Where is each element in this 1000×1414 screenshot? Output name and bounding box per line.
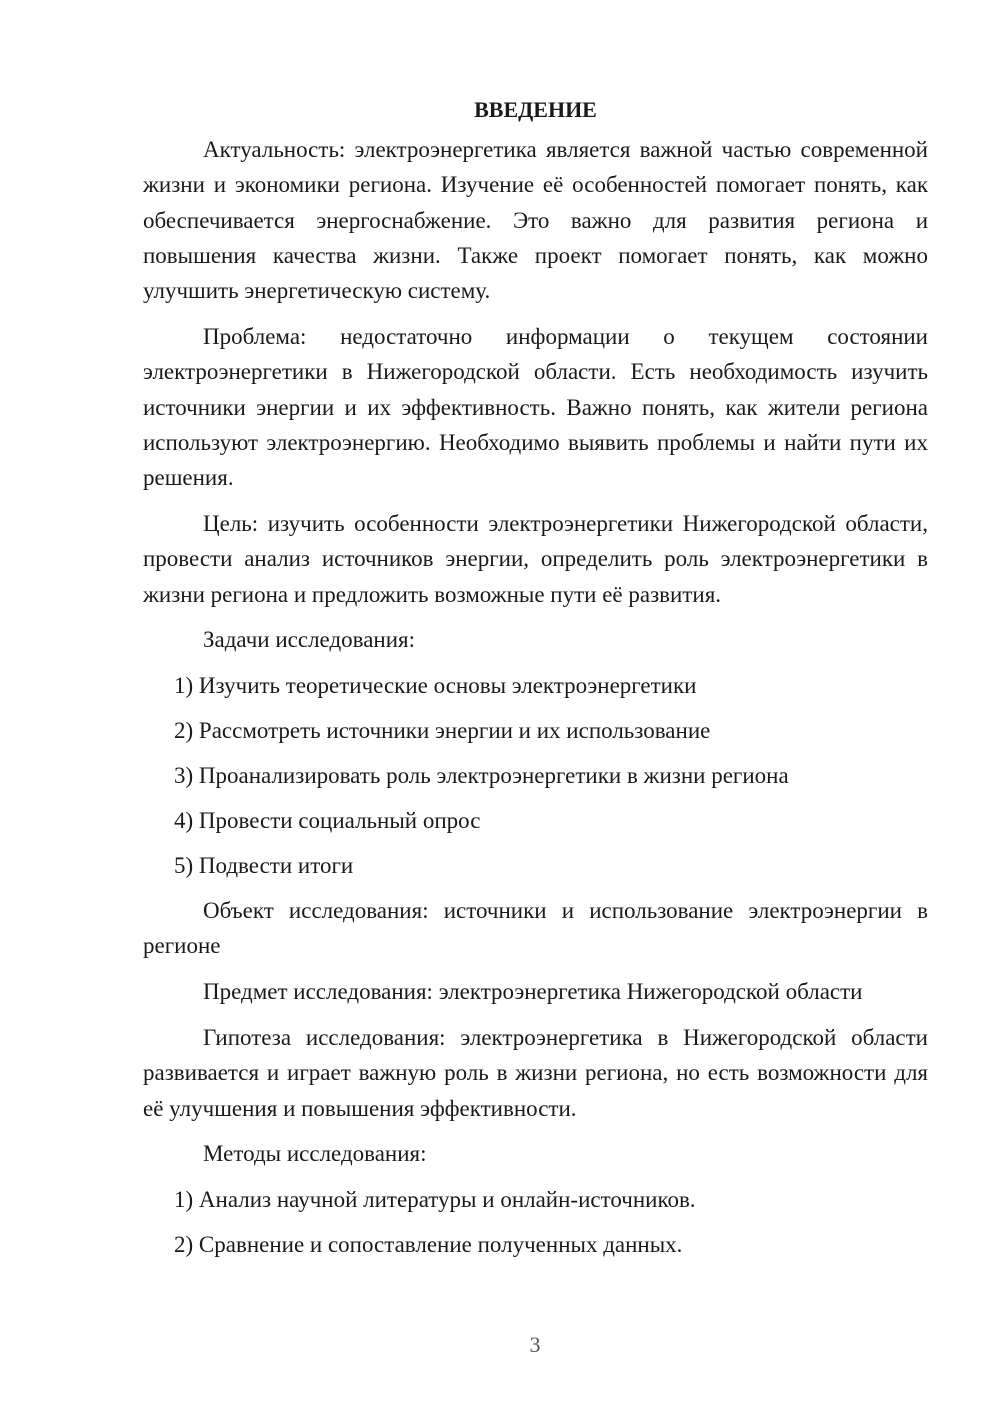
document-page	[143, 92, 928, 1272]
section-heading: ВВЕДЕНИЕ	[474, 97, 597, 122]
page-number: 3	[529, 1332, 541, 1357]
goal-paragraph: Цель: изучить особенности электроэнергетики Нижегородской области, провести анализ источников энергии, определить роль электроэнергетики в жизни региона и предложить возможные пути её развития.	[143, 510, 928, 607]
problem-paragraph: Проблема: недостаточно информации о текущем состоянии электроэнергетики в Нижегородской области. Есть необходимость изучить источники энергии и их эффективность. Важно понять, как жители региона используют электроэнергию. Необходимо выявить проблемы и найти пути их решения.	[143, 323, 928, 491]
relevance-paragraph: Актуальность: электроэнергетика является важной частью современной жизни и экономики региона. Изучение её особенностей помогает понять, как обеспечивается энергоснабжение. Это важно для развития региона и повышения качества жизни. Также проект помогает понять, как можно улучшить энергетическую систему.	[143, 137, 928, 304]
methods-list	[143, 1182, 928, 1262]
task-item: 2) Рассмотреть источники энергии и их использование	[174, 718, 711, 744]
task-item: 4) Провести социальный опрос	[174, 808, 481, 834]
subject-paragraph: Предмет исследования: электроэнергетика Нижегородской области	[203, 979, 863, 1005]
task-item: 5) Подвести итоги	[174, 853, 354, 879]
tasks-list	[143, 668, 928, 883]
tasks-heading: Задачи исследования:	[203, 627, 416, 653]
task-item: 3) Проанализировать роль электроэнергетики в жизни региона	[174, 763, 789, 789]
object-paragraph: Объект исследования: источники и использование электроэнергии в регионе	[143, 898, 928, 959]
task-item: 1) Изучить теоретические основы электроэнергетики	[174, 673, 697, 699]
method-item: 2) Сравнение и сопоставление полученных данных.	[174, 1232, 683, 1258]
methods-heading: Методы исследования:	[203, 1141, 427, 1167]
hypothesis-paragraph: Гипотеза исследования: электроэнергетика в Нижегородской области развивается и играет важную роль в жизни региона, но есть возможности для её улучшения и повышения эффективности.	[143, 1025, 928, 1121]
method-item: 1) Анализ научной литературы и онлайн-источников.	[174, 1187, 696, 1213]
